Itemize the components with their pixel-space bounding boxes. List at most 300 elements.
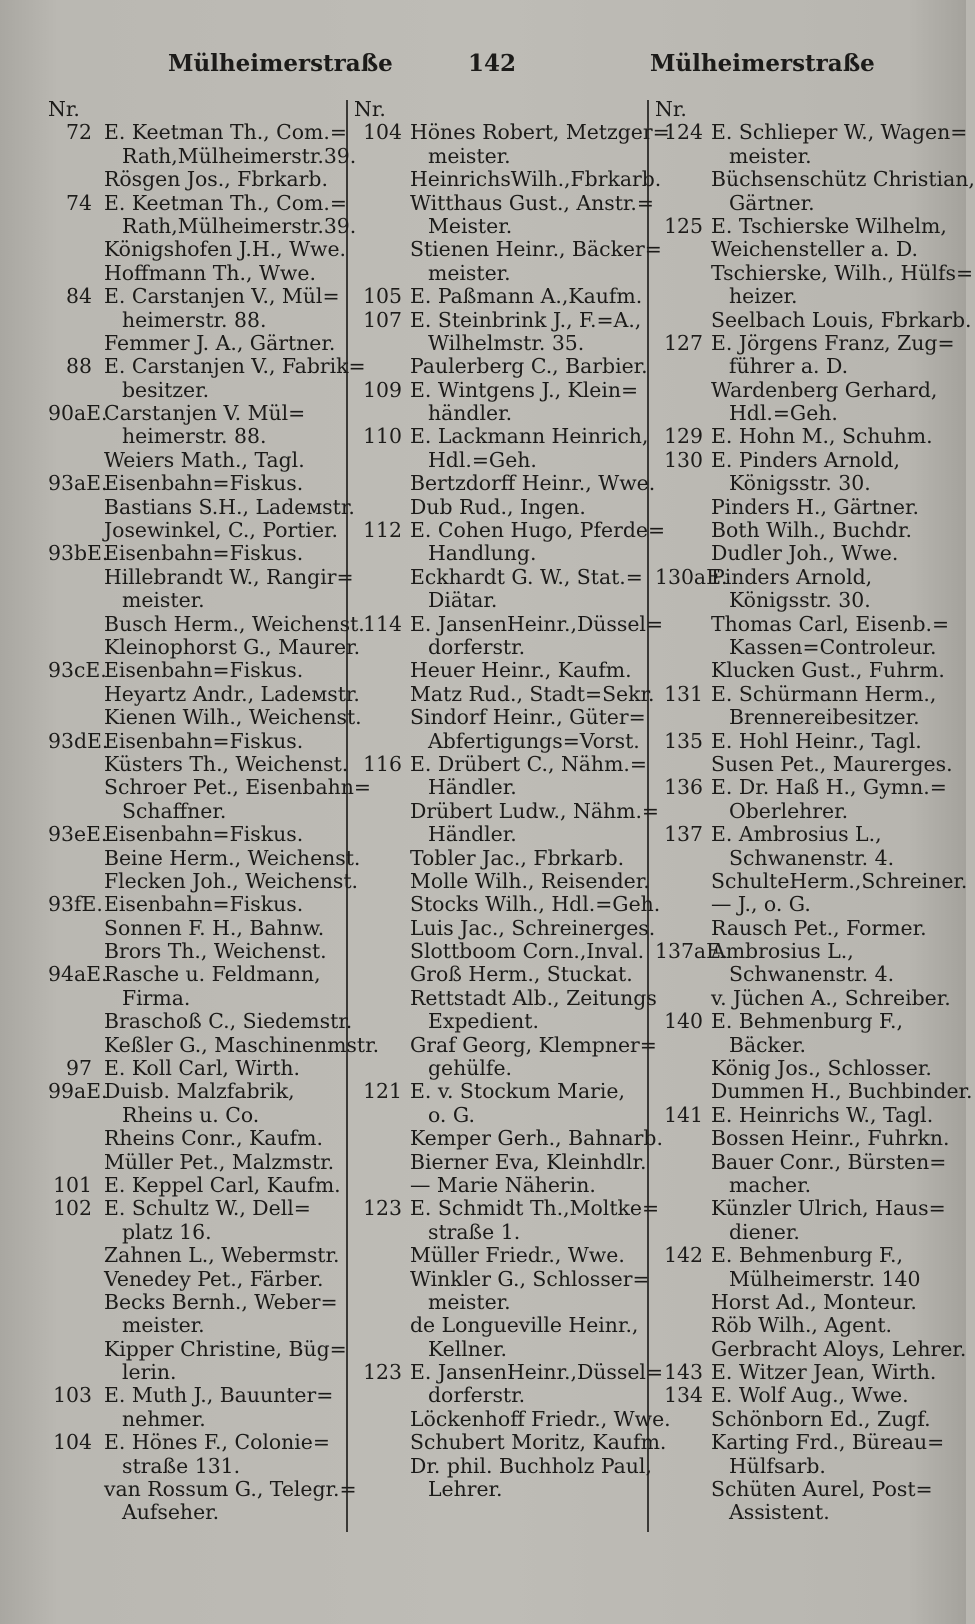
directory-entry-line (48, 868, 358, 893)
directory-entry-line (48, 1032, 380, 1057)
entry-text: E. JansenHeinr.,Düssel= (410, 1360, 664, 1385)
directory-entry-line (354, 167, 662, 192)
entry-text: Beine Herm., Weichenst. (104, 845, 361, 870)
directory-entry-line (655, 800, 951, 823)
entry-text: Mülheimerstr. 140 (729, 1266, 921, 1291)
house-number: 130aE. (655, 564, 728, 589)
house-number: 125 (664, 213, 703, 238)
entry-text: Expedient. (428, 1009, 539, 1034)
entry-text: Bauer Conr., Bürsten= (711, 1149, 947, 1174)
entry-text: Eisenbahn=Fiskus. (104, 822, 304, 847)
entry-text: E. Muth J., Bauunter= (104, 1383, 334, 1408)
directory-entry-line (354, 915, 656, 940)
directory-entry-line (48, 98, 346, 121)
entry-text: Both Wilh., Buchdr. (711, 518, 912, 543)
directory-entry-line (48, 354, 366, 379)
entry-text: Kassen=Controleur. (729, 634, 937, 659)
directory-entry-line (48, 730, 346, 753)
entry-text: Kipper Christine, Büg= (104, 1336, 347, 1361)
entry-text: E. Schultz W., Dell= (104, 1196, 311, 1221)
house-number: 137 (664, 822, 703, 847)
directory-entry-line (48, 1244, 346, 1267)
house-number: 93dE. (48, 728, 109, 753)
entry-text: heimerstr. 88. (122, 307, 267, 332)
directory-entry-line (655, 683, 951, 706)
entry-text: Graf Georg, Klempner= (410, 1032, 657, 1057)
entry-text: Eisenbahn=Fiskus. (104, 728, 304, 753)
entry-text: lerin. (122, 1360, 177, 1385)
directory-entry-line (354, 730, 644, 753)
directory-entry-line (354, 1149, 647, 1174)
directory-entry-line (655, 519, 951, 542)
directory-entry-line (48, 611, 365, 636)
directory-entry-line (655, 496, 951, 519)
directory-entry-line (655, 120, 968, 145)
entry-text: v. Jüchen A., Schreiber. (711, 985, 951, 1010)
entry-text: E. Keppel Carl, Kaufm. (104, 1172, 341, 1197)
directory-entry-line (48, 168, 346, 191)
directory-entry-line (48, 1104, 346, 1127)
directory-entry-line (354, 1453, 652, 1478)
directory-entry-line (354, 190, 654, 215)
house-number: 140 (664, 1009, 703, 1034)
house-number: 114 (363, 611, 402, 636)
entry-text: gehülfe. (428, 1056, 513, 1081)
entry-text: Bastians S.H., Ladeмstr. (104, 494, 355, 519)
entry-text: E. Behmenburg F., (711, 1243, 903, 1268)
directory-entry-line (354, 566, 644, 589)
entry-text: Femmer J. A., Gärtner. (104, 330, 336, 355)
entry-text: meister. (729, 143, 812, 168)
directory-entry-line (354, 1384, 644, 1407)
entry-text: Stocks Wilh., Hdl.=Geh. (410, 892, 661, 917)
house-number: 104 (363, 120, 402, 145)
house-number: 109 (363, 377, 402, 402)
house-number: 123 (363, 1360, 402, 1385)
directory-entry-line (354, 309, 644, 332)
entry-text: Sonnen F. H., Bahnw. (104, 915, 325, 940)
column-2 (354, 97, 671, 1502)
directory-entry-line (655, 1104, 951, 1127)
directory-entry-line (655, 260, 974, 285)
entry-text: Horst Ad., Monteur. (711, 1289, 917, 1314)
directory-entry-line (655, 1197, 951, 1220)
directory-entry-line (48, 1151, 346, 1174)
directory-entry-line (354, 518, 666, 543)
directory-entry-line (48, 775, 371, 800)
entry-text: — Marie Näherin. (410, 1172, 596, 1197)
directory-entry-line (655, 636, 951, 659)
entry-text: Brennereibesitzer. (729, 705, 920, 730)
directory-entry-line (655, 1127, 951, 1150)
house-number: 105 (363, 284, 402, 309)
directory-entry-line (48, 1174, 346, 1197)
entry-text: Eisenbahn=Fiskus. (104, 471, 304, 496)
entry-text: Küsters Th., Weichenst. (104, 751, 349, 776)
directory-entry-line (48, 1009, 353, 1034)
directory-entry-line (48, 494, 355, 519)
entry-text: Groß Herm., Stuckat. (410, 962, 633, 987)
entry-text: Thomas Carl, Eisenb.= (711, 611, 950, 636)
directory-entry-line (48, 449, 346, 472)
directory-entry-line (655, 589, 951, 612)
entry-text: E. Jörgens Franz, Zug= (711, 330, 955, 355)
entry-text: van Rossum G., Telegr.= (104, 1477, 357, 1502)
directory-entry-line (354, 1057, 644, 1080)
entry-text: Rheins Conr., Kaufm. (104, 1126, 323, 1151)
entry-text: SchulteHerm.,Schreiner. (711, 868, 968, 893)
directory-entry-line (48, 121, 346, 144)
directory-entry-line (354, 354, 648, 379)
directory-entry-line (48, 1477, 357, 1502)
directory-entry-line (354, 798, 660, 823)
house-number: 101 (53, 1172, 92, 1197)
directory-entry-line (48, 1268, 346, 1291)
directory-entry-line (48, 332, 346, 355)
directory-entry-line (354, 1338, 644, 1361)
directory-entry-line (354, 706, 644, 729)
directory-entry-line (354, 611, 664, 636)
entry-text: Seelbach Louis, Fbrkarb. (711, 307, 972, 332)
directory-entry-line (48, 1455, 346, 1478)
entry-text: meister. (428, 260, 511, 285)
directory-entry-line (655, 1336, 967, 1361)
directory-entry-line (48, 1291, 346, 1314)
entry-text: Bierner Eva, Kleinhdlr. (410, 1149, 647, 1174)
entry-text: Dub Rud., Ingen. (410, 494, 586, 519)
directory-entry-line (655, 893, 951, 916)
directory-entry-line (655, 1314, 951, 1337)
directory-entry-line (48, 705, 362, 730)
entry-text: E. Dr. Haß H., Gymn.= (711, 775, 947, 800)
house-number: 107 (363, 307, 402, 332)
entry-text: Rausch Pet., Former. (711, 915, 927, 940)
directory-entry-line (48, 402, 346, 425)
entry-text: Röb Wilh., Agent. (711, 1313, 893, 1338)
entry-text: E. Drübert C., Nähm.= (410, 751, 647, 776)
entry-text: E. Schmidt Th.,Moltke= (410, 1196, 660, 1221)
directory-entry-line (354, 262, 644, 285)
house-number: 141 (664, 1102, 703, 1127)
entry-text: Büchsenschütz Christian, (711, 167, 975, 192)
house-number: 135 (664, 728, 703, 753)
entry-text: meister. (122, 1313, 205, 1338)
house-number: 102 (53, 1196, 92, 1221)
entry-text: Handlung. (428, 541, 537, 566)
entry-text: Dummen H., Buchbinder. (711, 1079, 973, 1104)
directory-entry-line (48, 519, 346, 542)
entry-text: Dudler Joh., Wwe. (711, 541, 899, 566)
entry-text: Hdl.=Geh. (428, 447, 537, 472)
entry-text: E. Tschierske Wilhelm, (711, 213, 947, 238)
entry-text: Eckhardt G. W., Stat.= (410, 564, 643, 589)
house-number: 143 (664, 1360, 703, 1385)
entry-text: — J., o. G. (711, 892, 811, 917)
directory-entry-line (354, 1478, 644, 1501)
directory-entry-line (48, 987, 346, 1010)
directory-entry-line (655, 566, 951, 589)
directory-entry-line (655, 472, 951, 495)
directory-entry-line (655, 355, 951, 378)
entry-text: dorferstr. (428, 1383, 526, 1408)
entry-text: meister. (122, 588, 205, 613)
entry-text: E. Ambrosius L., (711, 822, 882, 847)
directory-entry-line (354, 751, 647, 776)
entry-text: Hillebrandt W., Rangir= (104, 564, 354, 589)
directory-entry-line (655, 1010, 951, 1033)
entry-text: Molle Wilh., Reisender. (410, 868, 650, 893)
directory-entry-line (655, 1291, 951, 1314)
directory-entry-line (48, 564, 354, 589)
directory-entry-line (48, 542, 346, 565)
entry-text: Nr. (655, 97, 687, 121)
entry-text: händler. (428, 401, 513, 426)
directory-entry-line (655, 285, 951, 308)
directory-entry-line (354, 940, 644, 963)
house-number: 93fE. (48, 892, 103, 917)
entry-text: Schwanenstr. 4. (729, 962, 895, 987)
house-number: 129 (664, 424, 703, 449)
entry-text: E. Paßmann A.,Kaufm. (410, 284, 643, 309)
entry-text: Hdl.=Geh. (729, 401, 838, 426)
directory-entry-line (354, 1126, 663, 1151)
directory-entry-line (354, 285, 644, 308)
directory-entry-line (354, 1406, 671, 1431)
entry-text: Heyartz Andr., Ladeмstr. (104, 681, 360, 706)
entry-text: Schüten Aurel, Post= (711, 1477, 933, 1502)
entry-text: führer a. D. (729, 354, 849, 379)
house-number: 110 (363, 424, 402, 449)
entry-text: Weiers Math., Tagl. (104, 447, 305, 472)
directory-entry-line (48, 751, 349, 776)
entry-text: Hönes Robert, Metzger= (410, 120, 670, 145)
entry-text: E. Carstanjen V., Fabrik= (104, 354, 366, 379)
entry-text: Rettstadt Alb., Zeitungs (410, 985, 657, 1010)
entry-text: E. Schürmann Herm., (711, 681, 937, 706)
directory-entry-line (655, 776, 951, 799)
house-number: 134 (664, 1383, 703, 1408)
entry-text: Künzler Ulrich, Haus= (711, 1196, 946, 1221)
house-number: 90aE. (48, 401, 108, 426)
entry-text: Klucken Gust., Fuhrm. (711, 658, 945, 683)
directory-entry-line (354, 402, 644, 425)
directory-entry-line (655, 917, 951, 940)
entry-text: Schaffner. (122, 798, 227, 823)
entry-text: Karting Frd., Büreau= (711, 1430, 945, 1455)
entry-text: Rasche u. Feldmann, (104, 962, 321, 987)
entry-text: Josewinkel, C., Portier. (104, 518, 339, 543)
directory-entry-line (655, 1478, 951, 1501)
entry-text: E. Steinbrink J., F.=A., (410, 307, 642, 332)
entry-text: nehmer. (122, 1406, 206, 1431)
directory-entry-line (48, 143, 357, 168)
directory-entry-line (48, 1127, 346, 1150)
directory-entry-line (655, 987, 951, 1010)
directory-entry-line (655, 1268, 951, 1291)
directory-entry-line (354, 471, 656, 496)
directory-entry-line (655, 425, 951, 448)
directory-entry-line (48, 589, 346, 612)
directory-entry-line (655, 167, 975, 192)
entry-text: E. Pinders Arnold, (711, 447, 900, 472)
house-number: 124 (664, 120, 703, 145)
directory-entry-line (354, 1174, 644, 1197)
entry-text: Hülfsarb. (729, 1453, 826, 1478)
directory-entry-line (48, 379, 346, 402)
directory-entry-line (48, 1338, 346, 1361)
page-number: 142 (468, 50, 517, 77)
entry-text: E. Behmenburg F., (711, 1009, 903, 1034)
directory-entry-line (48, 681, 360, 706)
directory-entry-line (48, 1080, 346, 1103)
directory-entry-line (354, 120, 670, 145)
entry-text: Königsstr. 30. (729, 588, 871, 613)
directory-entry-line (655, 98, 951, 121)
entry-text: straße 1. (428, 1219, 521, 1244)
directory-entry-line (48, 1501, 346, 1524)
directory-entry-line (48, 823, 346, 846)
entry-text: E. Hohl Heinr., Tagl. (711, 728, 922, 753)
directory-entry-line (655, 542, 951, 565)
entry-text: Müller Pet., Malzmstr. (104, 1149, 335, 1174)
directory-entry-line (655, 402, 951, 425)
directory-entry-line (48, 1314, 346, 1337)
entry-text: E. Schlieper W., Wagen= (711, 120, 968, 145)
entry-text: E. Lackmann Heinrich, (410, 424, 649, 449)
directory-entry-line (48, 309, 346, 332)
entry-text: Firma. (122, 985, 191, 1010)
directory-entry-line (354, 1360, 664, 1385)
directory-entry-line (655, 847, 951, 870)
house-number: 74 (66, 190, 92, 215)
column-divider (346, 100, 348, 1532)
directory-entry-line (48, 800, 346, 823)
house-number: 127 (664, 330, 703, 355)
directory-entry-line (354, 449, 644, 472)
directory-entry-line (655, 145, 951, 168)
entry-text: Luis Jac., Schreinerges. (410, 915, 656, 940)
entry-text: Kienen Wilh., Weichenst. (104, 705, 362, 730)
entry-text: Nr. (354, 97, 386, 121)
entry-text: Hoffmann Th., Wwe. (104, 260, 316, 285)
directory-entry-line (48, 1221, 346, 1244)
entry-text: Sindorf Heinr., Güter= (410, 705, 646, 730)
house-number: 72 (66, 120, 92, 145)
directory-entry-line (354, 589, 644, 612)
entry-text: Rheins u. Co. (122, 1102, 260, 1127)
entry-text: Duisb. Malzfabrik, (104, 1079, 295, 1104)
entry-text: Drübert Ludw., Nähm.= (410, 798, 660, 823)
entry-text: Gerbracht Aloys, Lehrer. (711, 1336, 967, 1361)
directory-entry-line (354, 1221, 644, 1244)
entry-text: Gärtner. (729, 190, 815, 215)
entry-text: E. Heinrichs W., Tagl. (711, 1102, 934, 1127)
directory-entry-line (655, 1455, 951, 1478)
directory-entry-line (48, 213, 357, 238)
page-header (0, 50, 966, 90)
entry-text: Assistent. (729, 1500, 830, 1525)
entry-text: diener. (729, 1219, 800, 1244)
directory-entry-line (48, 634, 361, 659)
directory-entry-line (354, 1196, 660, 1221)
directory-entry-line (354, 776, 644, 799)
house-number: 104 (53, 1430, 92, 1455)
entry-text: Löckenhoff Friedr., Wwe. (410, 1406, 671, 1431)
house-number: 112 (363, 518, 402, 543)
house-number: 94aE. (48, 962, 108, 987)
directory-entry-line (655, 1034, 951, 1057)
entry-text: Königshofen J.H., Wwe. (104, 237, 347, 262)
entry-text: Flecken Joh., Weichenst. (104, 868, 358, 893)
entry-text: straße 131. (122, 1453, 241, 1478)
entry-text: Busch Herm., Weichenst. (104, 611, 365, 636)
directory-entry-line (655, 1408, 951, 1431)
directory-entry-line (354, 892, 661, 917)
column-3 (655, 97, 975, 1525)
directory-entry-line (48, 425, 346, 448)
directory-entry-line (354, 215, 644, 238)
entry-text: E. Hohn M., Schuhm. (711, 424, 933, 449)
directory-entry-line (354, 681, 655, 706)
house-number: 137aE. (655, 939, 728, 964)
directory-entry-line (48, 917, 346, 940)
entry-text: Schwanenstr. 4. (729, 845, 895, 870)
entry-text: Bäcker. (729, 1032, 806, 1057)
directory-entry-line (354, 1244, 644, 1267)
column-1 (48, 97, 380, 1525)
entry-text: Ambrosius L., (711, 939, 854, 964)
entry-text: Brors Th., Weichenst. (104, 939, 327, 964)
entry-text: Carstanjen V. Mül= (104, 401, 306, 426)
directory-entry-line (354, 1032, 657, 1057)
entry-text: Dr. phil. Buchholz Paul, (410, 1453, 652, 1478)
directory-entry-line (354, 1080, 644, 1103)
directory-entry-line (655, 192, 951, 215)
directory-entry-line (48, 893, 346, 916)
directory-entry-line (354, 963, 644, 986)
directory-entry-line (48, 1197, 346, 1220)
entry-text: Müller Friedr., Wwe. (410, 1243, 625, 1268)
directory-entry-line (655, 659, 951, 682)
directory-entry-line (655, 940, 951, 963)
directory-entry-line (48, 472, 346, 495)
directory-entry-line (48, 238, 346, 261)
directory-entry-line (48, 659, 346, 682)
entry-text: Susen Pet., Maurerges. (711, 751, 953, 776)
directory-entry-line (354, 868, 650, 893)
entry-text: Meister. (428, 213, 513, 238)
entry-text: Bertzdorff Heinr., Wwe. (410, 471, 656, 496)
entry-text: Heuer Heinr., Kaufm. (410, 658, 632, 683)
entry-text: heimerstr. 88. (122, 424, 267, 449)
entry-text: Becks Bernh., Weber= (104, 1289, 338, 1314)
entry-text: E. Hönes F., Colonie= (104, 1430, 330, 1455)
entry-text: E. Cohen Hugo, Pferde= (410, 518, 666, 543)
entry-text: Keßler G., Maschinenmstr. (104, 1032, 380, 1057)
entry-text: meister. (428, 1289, 511, 1314)
directory-entry-line (48, 192, 346, 215)
directory-entry-line (655, 1079, 973, 1104)
entry-text: macher. (729, 1172, 812, 1197)
entry-text: Eisenbahn=Fiskus. (104, 658, 304, 683)
entry-text: Zahnen L., Webermstr. (104, 1243, 340, 1268)
directory-entry-line (354, 847, 644, 870)
directory-entry-line (354, 1010, 644, 1033)
directory-entry-line (48, 1431, 346, 1454)
directory-entry-line (655, 730, 951, 753)
entry-text: E. Wintgens J., Klein= (410, 377, 639, 402)
entry-text: meister. (428, 143, 511, 168)
